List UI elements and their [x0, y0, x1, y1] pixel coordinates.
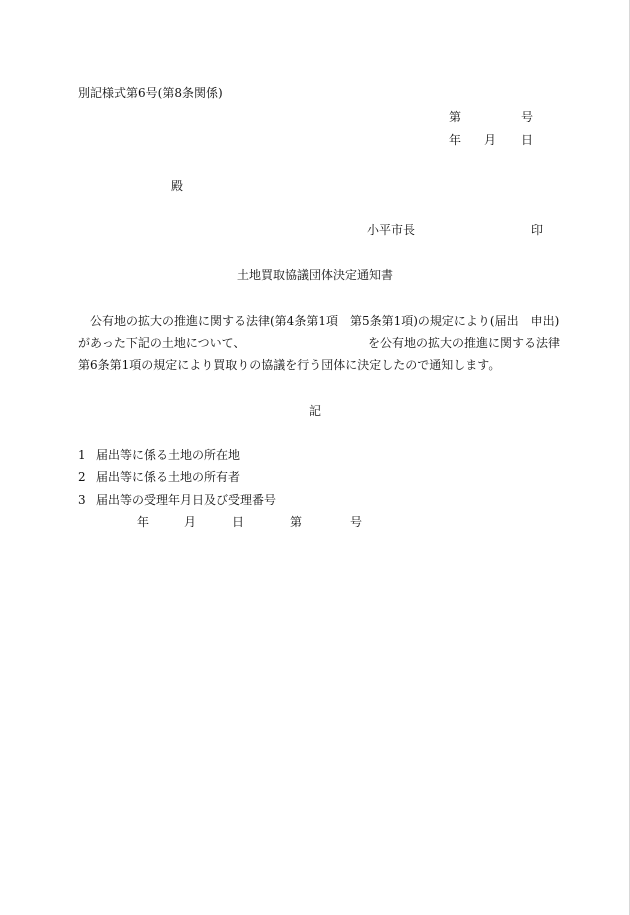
receipt-month: 月	[184, 515, 197, 529]
receipt-number-suffix: 号	[350, 515, 363, 529]
body-line-2b: を公有地の拡大の推進に関する法律	[368, 336, 561, 350]
ki-heading: 記	[308, 404, 321, 418]
issuer-name: 小平市長	[367, 223, 416, 237]
issue-date-day: 日	[521, 133, 534, 147]
receipt-number-prefix: 第	[290, 515, 303, 529]
issue-date-month: 月	[484, 133, 497, 147]
document-title: 土地買取協議団体決定通知書	[236, 268, 393, 282]
item-1-number: 1	[78, 448, 86, 462]
item-1-label: 届出等に係る土地の所在地	[96, 448, 241, 462]
doc-number-prefix: 第	[449, 110, 462, 124]
item-3-label: 届出等の受理年月日及び受理番号	[96, 493, 277, 507]
doc-number-suffix: 号	[521, 110, 534, 124]
body-line-3: 第6条第1項の規定により買取りの協議を行う団体に決定したので通知します。	[78, 358, 501, 372]
receipt-year: 年	[137, 515, 150, 529]
issue-date-year: 年	[449, 133, 462, 147]
item-2-label: 届出等に係る土地の所有者	[96, 470, 241, 484]
addressee-honorific: 殿	[171, 179, 184, 193]
body-line-2a: があった下記の土地について、	[78, 336, 246, 350]
form-reference: 別記様式第6号(第8条関係)	[78, 86, 223, 100]
body-line-1: 公有地の拡大の推進に関する法律(第4条第1項 第5条第1項)の規定により(届出 申出)	[90, 314, 560, 328]
receipt-day: 日	[232, 515, 245, 529]
item-3-number: 3	[78, 493, 86, 507]
item-2-number: 2	[78, 470, 86, 484]
issuer-seal: 印	[531, 223, 544, 237]
